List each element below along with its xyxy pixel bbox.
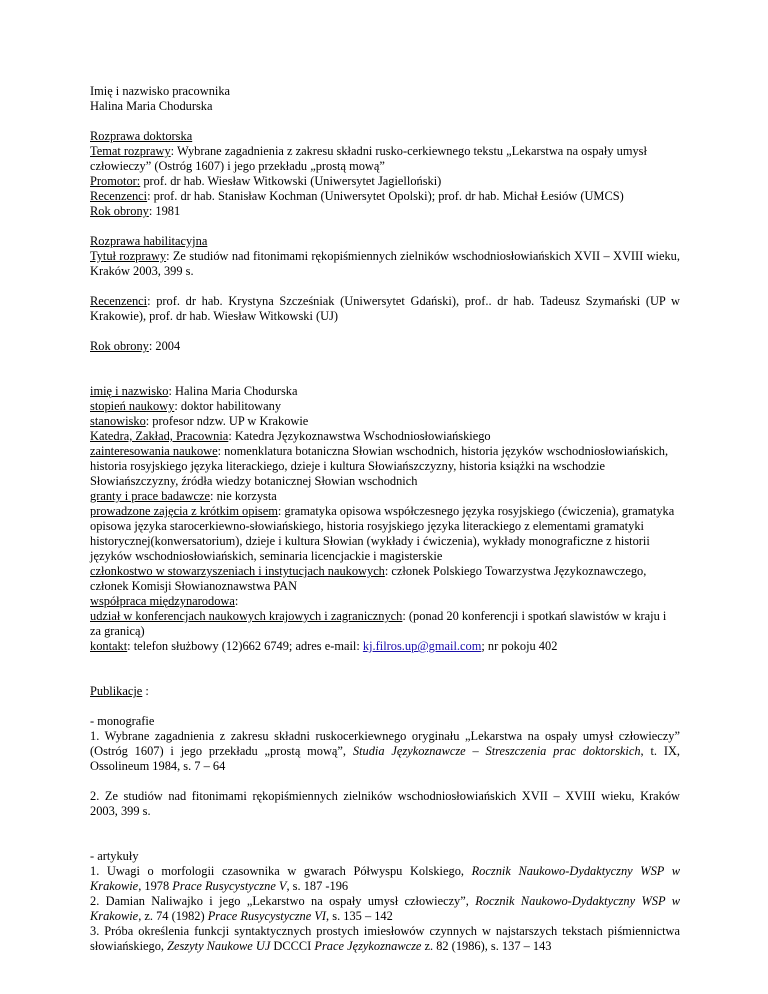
art1-pages: , s. 187 -196 — [286, 879, 349, 893]
doctorate-topic-label: Temat rozprawy — [90, 144, 171, 158]
art2-pages: , s. 135 – 142 — [326, 909, 393, 923]
profile-grants — [90, 489, 680, 504]
art3-text: 3. Próba określenia funkcji syntaktycznych prostych imiesłowów czynnych w najstarszych tekstach piśmiennictwa słowiańskiego, — [90, 924, 680, 953]
profile-contact-room: ; nr pokoju 402 — [481, 639, 558, 653]
profile-degree — [90, 399, 680, 414]
mono1-details: , t. IX, Ossolineum 1984, s. 7 – 64 — [90, 744, 681, 773]
article-item-3 — [90, 924, 680, 954]
art2-series: Prace Rusycystyczne VI — [207, 909, 327, 923]
publications-section — [90, 684, 680, 954]
profile-memberships-value: : członek Polskiego Towarzystwa Językoznawczego, członek Komisji Słowianoznawstwa PAN — [90, 564, 647, 593]
doctorate-reviewers-label: Recenzenci — [90, 189, 148, 203]
document-page — [90, 84, 680, 954]
header-title: Imię i nazwisko pracownika — [90, 84, 231, 98]
profile-unit-value: : Katedra Językoznawstwa Wschodniosłowiańskiego — [228, 429, 491, 443]
doctorate-reviewers — [90, 189, 680, 204]
publications-heading — [90, 684, 680, 699]
profile-name — [90, 384, 680, 399]
profile-classes — [90, 504, 680, 564]
doctorate-reviewers-value: : prof. dr hab. Stanisław Kochman (Uniwersytet Opolski); prof. dr hab. Michał Łesiów (UMCS) — [147, 189, 624, 203]
profile-classes-label: prowadzone zajęcia z krótkim opisem — [90, 504, 278, 518]
profile-name-label: imię i nazwisko — [90, 384, 169, 398]
habilitation-year — [90, 339, 680, 354]
habilitation-reviewers-value: : prof. dr hab. Krystyna Szcześniak (Uniwersytet Gdański), prof.. dr hab. Tadeusz Szymański (UP w Krakowie), prof. dr hab. Wiesław Witkowski (UJ) — [90, 294, 680, 323]
profile-cooperation — [90, 594, 680, 609]
monograph-item-1 — [90, 729, 680, 774]
art3-pages: z. 82 (1986), s. 137 – 143 — [421, 939, 552, 953]
monograph-item-2: 2. Ze studiów nad fitonimami rękopiśmiennych zielników wschodniosłowiańskich XVII – XVIII wieku, Kraków 2003, 399 s. — [90, 789, 680, 818]
habilitation-heading: Rozprawa habilitacyjna — [90, 234, 208, 248]
habilitation-section — [90, 234, 680, 354]
header-name: Halina Maria Chodurska — [90, 99, 213, 113]
profile-position — [90, 414, 680, 429]
profile-interests-value: : nomenklatura botaniczna Słowian wschodnich, historia języków wschodniosłowiańskich, historia rosyjskiego języka literackiego, dzieje i kultura Słowiańszczyzny, historia książki na wschodzie Słowiańszczyzny, źródła wiedzy botanicznej Słowian wschodnich — [90, 444, 669, 488]
profile-conferences — [90, 609, 680, 639]
habilitation-year-label: Rok obrony — [90, 339, 149, 353]
habilitation-title-label: Tytuł rozprawy — [90, 249, 167, 263]
article-item-1 — [90, 864, 680, 894]
doctorate-year — [90, 204, 680, 219]
doctorate-heading: Rozprawa doktorska — [90, 129, 193, 143]
profile-interests — [90, 444, 680, 489]
habilitation-reviewers-label: Recenzenci — [90, 294, 148, 308]
profile-position-value: : profesor ndzw. UP w Krakowie — [145, 414, 309, 428]
habilitation-title — [90, 249, 680, 279]
profile-contact-value: : telefon służbowy (12)662 6749; adres e-mail: — [127, 639, 363, 653]
doctorate-topic-value: : Wybrane zagadnienia z zakresu składni rusko-cerkiewnego tekstu „Lekarstwa na ospały umysł człowieczy” (Ostróg 1607) i jego przekładu „prostą mową” — [90, 144, 647, 173]
doctorate-year-value: : 1981 — [148, 204, 181, 218]
mono1-journal: Studia Językoznawcze – Streszczenia prac doktorskich — [352, 744, 641, 758]
habilitation-reviewers — [90, 294, 680, 324]
profile-classes-value: : gramatyka opisowa współczesnego języka rosyjskiego (ćwiczenia), gramatyka opisowa języka starocerkiewno-słowiańskiego, historia rosyjskiego języka literackiego z elementami gramatyki historycznej(konwersatorium), dzieje i kultura Słowian (wykłady i ćwiczenia), wykłady monograficzne z historii języków wschodniosłowiańskich, seminaria licencjackie i magisterskie — [90, 504, 675, 563]
profile-memberships — [90, 564, 680, 594]
doctorate-promoter-value: prof. dr hab. Wiesław Witkowski (Uniwersytet Jagielloński) — [140, 174, 442, 188]
profile-interests-label: zainteresowania naukowe — [90, 444, 218, 458]
profile-unit — [90, 429, 680, 444]
mono1-text: 1. Wybrane zagadnienia z zakresu składni ruskocerkiewnego oryginału „Lekarstwa na ospały umysł człowieczy” (Ostróg 1607) i jego przekładu „prostą mową”, — [90, 729, 680, 758]
doctorate-promoter-label: Promotor: — [90, 174, 141, 188]
article-item-2 — [90, 894, 680, 924]
art1-text: 1. Uwagi o morfologii czasownika w gwarach Półwyspu Kolskiego, — [90, 864, 472, 878]
profile-cooperation-value: : — [234, 594, 239, 608]
profile-contact — [90, 639, 680, 654]
art1-journal: Rocznik Naukowo-Dydaktyczny WSP w Krakowie — [90, 864, 681, 893]
habilitation-year-value: : 2004 — [148, 339, 181, 353]
profile-grants-label: granty i prace badawcze — [90, 489, 211, 503]
art2-text: 2. Damian Naliwajko i jego „Lekarstwo na ospały umysł człowieczy”, — [90, 894, 476, 908]
profile-degree-label: stopień naukowy — [90, 399, 175, 413]
art3-series: Prace Językoznawcze — [314, 939, 422, 953]
art3-journal: Zeszyty Naukowe UJ — [167, 939, 271, 953]
doctorate-promoter — [90, 174, 680, 189]
doctorate-topic — [90, 144, 680, 174]
art2-journal: Rocznik Naukowo-Dydaktyczny WSP w Krakowie — [90, 894, 680, 923]
art1-series: Prace Rusycystyczne V — [172, 879, 287, 893]
profile-section — [90, 384, 680, 654]
profile-contact-label: kontakt — [90, 639, 128, 653]
art2-year: , z. 74 (1982) — [138, 909, 208, 923]
art1-year: , 1978 — [138, 879, 173, 893]
art3-volume: DCCCI — [270, 939, 315, 953]
profile-conferences-label: udział w konferencjach naukowych krajowych i zagranicznych — [90, 609, 403, 623]
profile-degree-value: : doktor habilitowany — [174, 399, 282, 413]
articles-label: - artykuły — [90, 849, 139, 863]
doctorate-year-label: Rok obrony — [90, 204, 149, 218]
publications-heading-label: Publikacje — [90, 684, 143, 698]
profile-name-value: : Halina Maria Chodurska — [168, 384, 298, 398]
profile-grants-value: : nie korzysta — [210, 489, 277, 503]
monographs-label: - monografie — [90, 714, 155, 728]
contact-email-link[interactable]: kj.filros.up@gmail.com — [362, 639, 482, 653]
habilitation-title-value: : Ze studiów nad fitonimami rękopiśmiennych zielników wschodniosłowiańskich XVII – XVIII wieku, Kraków 2003, 399 s. — [90, 249, 680, 278]
profile-memberships-label: członkostwo w stowarzyszeniach i instytucjach naukowych — [90, 564, 385, 578]
profile-unit-label: Katedra, Zakład, Pracownia — [90, 429, 229, 443]
profile-conferences-value: : (ponad 20 konferencji i spotkań slawistów w kraju i za granicą) — [90, 609, 667, 638]
publications-heading-suffix: : — [142, 684, 149, 698]
doctorate-section — [90, 129, 680, 219]
profile-position-label: stanowisko — [90, 414, 146, 428]
profile-cooperation-label: współpraca międzynarodowa — [90, 594, 235, 608]
